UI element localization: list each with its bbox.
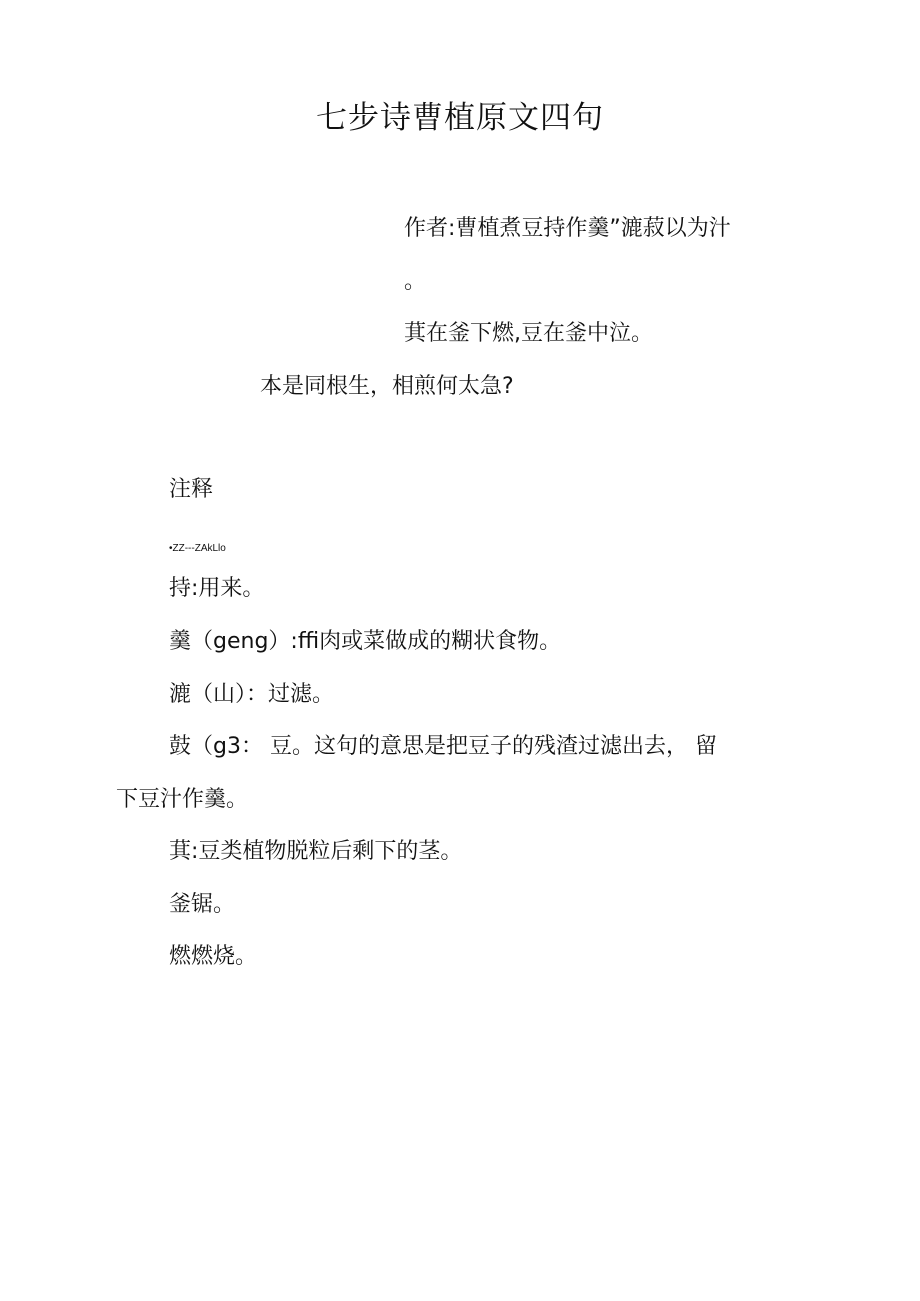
document-title: 七步诗曹植原文四句 [316,100,604,136]
poem-line-1-continuation: 。 [404,269,427,294]
noise-text: •ZZ---ZAkLlo [169,543,226,554]
note-item: 漉（山）：过滤。 [169,682,335,707]
note-item: 萁:豆类植物脱粒后剩下的茎。 [169,839,463,864]
note-item: 燃燃烧。 [169,944,258,969]
notes-heading: 注释 [169,477,214,502]
note-item: 羹（geng）:ffi肉或菜做成的糊状食物。 [169,629,562,654]
poem-line-3: 本是同根生，相煎何太急? [260,374,514,399]
note-item: 鼓（g3： 豆。这句的意思是把豆子的残渣过滤出去， 留 [169,734,717,759]
note-item: 釜锯。 [169,892,236,917]
poem-line-1: 作者:曹植煮豆持作羹”漉菽以为汁 [404,216,731,241]
poem-line-2: 萁在釜下燃,豆在釜中泣。 [404,321,653,346]
note-item: 持:用来。 [169,576,265,601]
note-item-continuation: 下豆汁作羹。 [116,787,249,812]
